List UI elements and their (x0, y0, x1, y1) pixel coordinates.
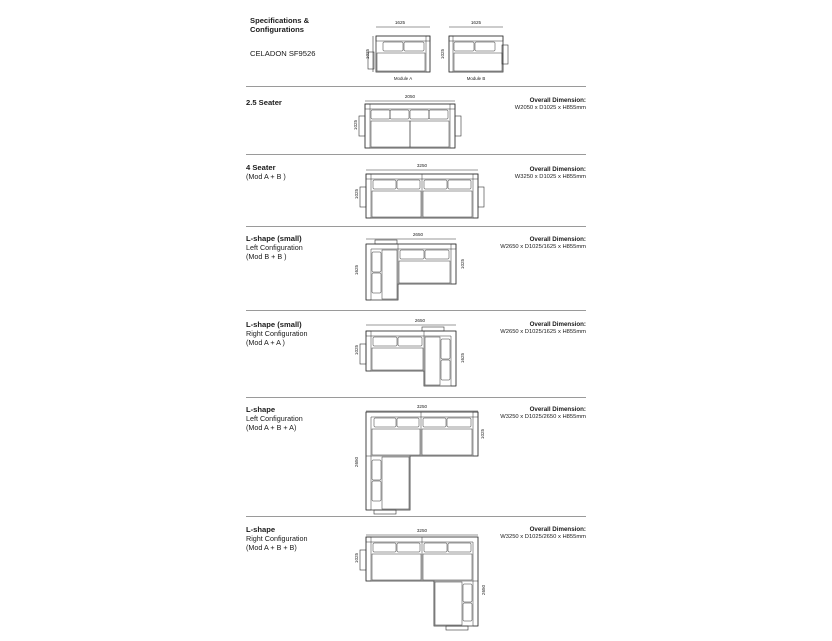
depth-label-right: 1025 (460, 258, 465, 270)
section-modules: (Mod B + B ) (246, 252, 287, 261)
module-b-label: Module B (466, 76, 486, 81)
overall-dimension-label: Overall Dimension: (529, 321, 586, 328)
divider (246, 86, 586, 87)
depth-label: 1025 (354, 552, 359, 564)
divider (246, 154, 586, 155)
depth-label-right: 1025 (480, 428, 485, 440)
width-label: 3250 (416, 163, 428, 168)
sofa-2-5-seater-drawing (350, 92, 470, 152)
overall-dimension-value: W3250 x D1025/2650 x H855mm (500, 534, 586, 540)
overall-dimension-label: Overall Dimension: (529, 406, 586, 413)
section-modules: (Mod A + B + B) (246, 543, 297, 552)
l-shape-left-drawing (352, 400, 492, 515)
l-shape-right-drawing (352, 524, 492, 639)
section-title-l-shape-small-right: L-shape (small) (246, 320, 302, 329)
divider (246, 397, 586, 398)
overall-dimension-value: W3250 x D1025 x H855mm (514, 174, 586, 180)
overall-dimension-value: W3250 x D1025/2650 x H855mm (500, 414, 586, 420)
section-subtitle: Left Configuration (246, 243, 303, 252)
overall-dimension-value: W2050 x D1025 x H855mm (514, 105, 586, 111)
module-a-label: Module A (393, 76, 413, 81)
section-subtitle: (Mod A + B ) (246, 172, 286, 181)
module-b-width-label: 1625 (470, 20, 482, 25)
section-modules: (Mod A + A ) (246, 338, 285, 347)
depth-label: 1025 (354, 188, 359, 200)
divider (246, 516, 586, 517)
spec-title-line2: Configurations (250, 25, 304, 34)
module-a-drawing (360, 18, 440, 88)
l-shape-small-right-drawing (350, 314, 470, 389)
depth-label: 2650 (354, 456, 359, 468)
overall-dimension-value: W2650 x D1025/1625 x H855mm (500, 329, 586, 335)
section-subtitle: Left Configuration (246, 414, 303, 423)
spec-title-line1: Specifications & (250, 16, 310, 25)
depth-label-right: 1625 (460, 352, 465, 364)
section-modules: (Mod A + B + A) (246, 423, 297, 432)
width-label: 2050 (404, 94, 416, 99)
overall-dimension-label: Overall Dimension: (529, 97, 586, 104)
divider (246, 226, 586, 227)
section-title-2-5-seater: 2.5 Seater (246, 98, 282, 107)
section-subtitle: Right Configuration (246, 534, 308, 543)
depth-label: 1625 (354, 264, 359, 276)
spec-title (250, 16, 309, 34)
depth-label: 1025 (353, 119, 358, 131)
width-label: 2650 (412, 232, 424, 237)
sofa-4-seater-drawing (352, 161, 492, 221)
divider (246, 310, 586, 311)
overall-dimension-label: Overall Dimension: (529, 526, 586, 533)
module-a-width-label: 1625 (394, 20, 406, 25)
section-title-l-shape-right: L-shape (246, 525, 276, 534)
overall-dimension-label: Overall Dimension: (529, 166, 586, 173)
section-subtitle: Right Configuration (246, 329, 308, 338)
module-b-depth-label: 1025 (440, 48, 445, 60)
overall-dimension-value: W2650 x D1025/1625 x H855mm (500, 244, 586, 250)
depth-label: 1025 (354, 344, 359, 356)
module-b-drawing (440, 18, 520, 88)
width-label: 3250 (416, 528, 428, 533)
width-label: 2650 (414, 318, 426, 323)
l-shape-small-left-drawing (352, 228, 472, 303)
section-title-4-seater: 4 Seater (246, 163, 276, 172)
section-title-l-shape-small-left: L-shape (small) (246, 234, 302, 243)
module-a-depth-label: 1025 (365, 48, 370, 60)
width-label: 3250 (416, 404, 428, 409)
section-title-l-shape-left: L-shape (246, 405, 276, 414)
product-code: CELADON SF9526 (250, 49, 316, 58)
depth-label-right: 2650 (481, 584, 486, 596)
overall-dimension-label: Overall Dimension: (529, 236, 586, 243)
